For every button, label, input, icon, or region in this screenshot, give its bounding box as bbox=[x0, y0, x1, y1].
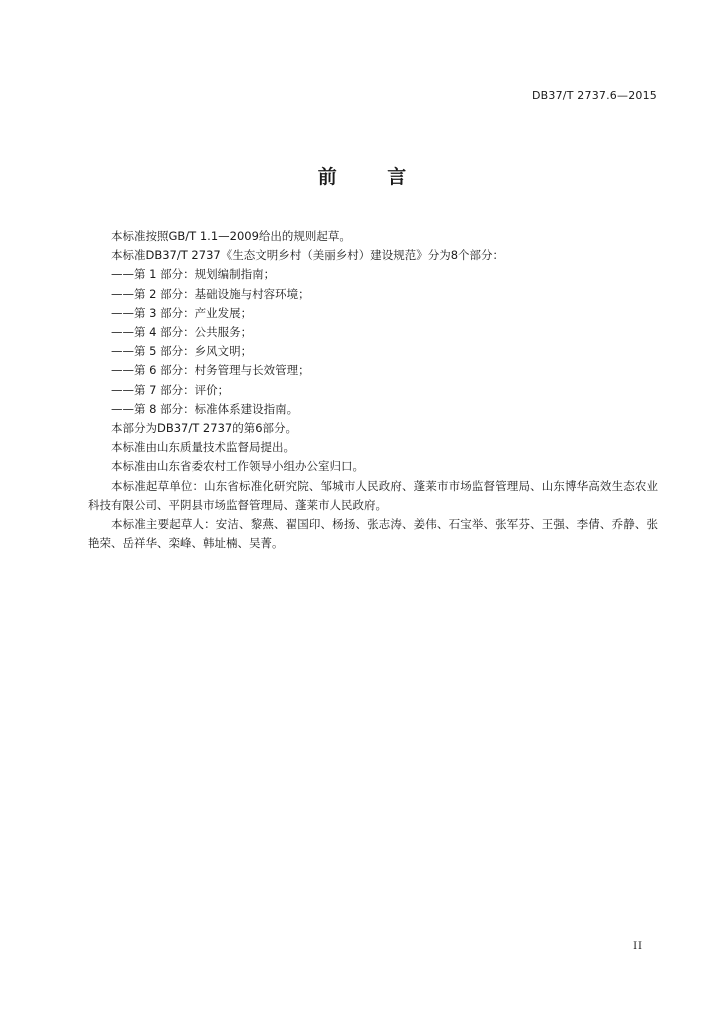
preface-body bbox=[88, 227, 658, 553]
paragraph-standard-parts: 本标准DB37/T 2737《生态文明乡村（美丽乡村）建设规范》分为8个部分： bbox=[111, 248, 505, 263]
list-item-part-5: ——第 5 部分：乡风文明； bbox=[111, 344, 253, 359]
list-item-part-8: ——第 8 部分：标准体系建设指南。 bbox=[111, 401, 299, 416]
list-item-part-7: ——第 7 部分：评价； bbox=[111, 382, 230, 397]
page-title: 前 言 bbox=[317, 166, 429, 188]
paragraph-this-part: 本部分为DB37/T 2737的第6部分。 bbox=[111, 421, 298, 436]
paragraph-centralized-by: 本标准由山东省委农村工作领导小组办公室归口。 bbox=[111, 459, 364, 474]
paragraph-proposed-by: 本标准由山东质量技术监督局提出。 bbox=[111, 440, 295, 455]
list-item-part-4: ——第 4 部分：公共服务； bbox=[111, 325, 253, 340]
page-number: II bbox=[633, 941, 643, 952]
paragraph-drafters: 本标准主要起草人：安洁、黎燕、翟国印、杨扬、张志涛、姜伟、石宝举、张军芬、王强、李倩、乔静、张艳荣、岳祥华、栾峰、韩址楠、吴菁。 bbox=[88, 517, 658, 551]
paragraph-drafting-units: 本标准起草单位：山东省标准化研究院、邹城市人民政府、蓬莱市市场监督管理局、山东博华高效生态农业科技有限公司、平阴县市场监督管理局、蓬莱市人民政府。 bbox=[88, 478, 658, 512]
list-item-part-3: ——第 3 部分：产业发展； bbox=[111, 305, 253, 320]
paragraph-drafting-rules: 本标准按照GB/T 1.1—2009给出的规则起草。 bbox=[111, 229, 351, 243]
list-item-part-6: ——第 6 部分：村务管理与长效管理； bbox=[111, 363, 310, 378]
document-code: DB37/T 2737.6—2015 bbox=[531, 89, 657, 102]
list-item-part-1: ——第 1 部分：规划编制指南； bbox=[111, 267, 276, 282]
list-item-part-2: ——第 2 部分：基础设施与村容环境； bbox=[111, 286, 310, 301]
